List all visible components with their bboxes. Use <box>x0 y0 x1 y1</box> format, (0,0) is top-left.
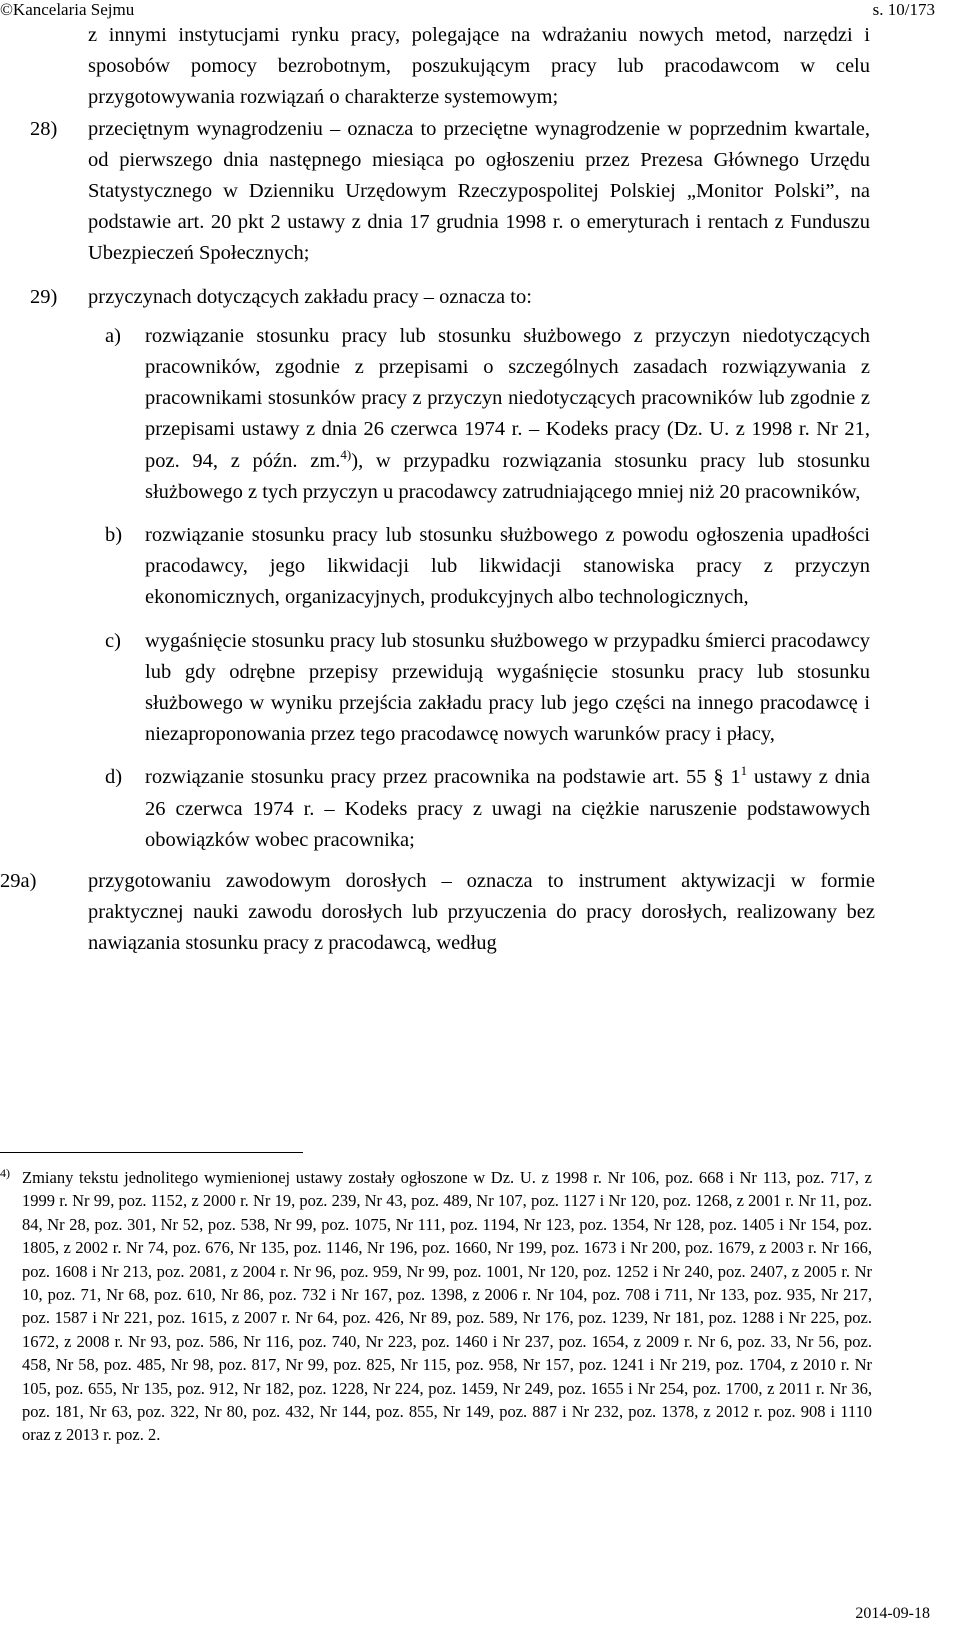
subitem-b-text: rozwiązanie stosunku pracy lub stosunku służbowego z powodu ogłoszenia upadłości pracodawcy, jego likwidacji lub likwidacji stanowiska pracy z przyczyn ekonomicznych, organizacyjnych, produkcyjnych albo technologicznych, <box>145 524 870 609</box>
subitem-a-letter: a) <box>105 324 121 347</box>
subitem-c <box>0 626 960 751</box>
footnote-reference[interactable]: 4) <box>340 446 352 462</box>
subitem-a <box>0 321 960 508</box>
subitem-d-text-1: rozwiązanie stosunku pracy przez pracownika na podstawie art. 55 § 1 <box>145 766 741 789</box>
subitem-c-text: wygaśnięcie stosunku pracy lub stosunku służbowego w przypadku śmierci pracodawcy lub gdy odrębne przepisy przewidują wygaśnięcie stosunku pracy lub stosunku służbowego w wyniku przejścia zakładu pracy lub jego części na innego pracodawcę i niezaproponowania przez tego pracodawcę nowych warunków pracy i płacy, <box>145 629 870 746</box>
footnote-divider <box>0 1152 303 1153</box>
item-29a-number: 29a) <box>0 870 37 893</box>
subitem-d <box>0 762 960 856</box>
subitem-c-letter: c) <box>105 629 121 652</box>
copyright-header: ©Kancelaria Sejmu <box>0 0 135 19</box>
item-29a-text: przygotowaniu zawodowym dorosłych – oznacza to instrument aktywizacji w formie praktycznej nauki zawodu dorosłych lub przyuczenia do pracy dorosłych, realizowany bez nawiązania stosunku pracy z pracodawcą, według <box>88 870 875 955</box>
page-number: s. 10/173 <box>872 0 935 19</box>
item-28-text: przeciętnym wynagrodzeniu – oznacza to przeciętne wynagrodzenie w poprzednim kwartale, od pierwszego dnia następnego miesiąca po ogłoszeniu przez Prezesa Głównego Urzędu Statystycznego w Dzienniku Urzędowym Rzeczypospolitej Polskiej „Monitor Polski”, na podstawie art. 20 pkt 2 ustawy z dnia 17 grudnia 1998 r. o emeryturach i rentach z Funduszu Ubezpieczeń Społecznych; <box>88 117 870 265</box>
subitem-b <box>0 520 960 614</box>
item-29-number: 29) <box>30 285 58 308</box>
document-body <box>0 20 960 960</box>
subitem-d-letter: d) <box>105 766 123 789</box>
item-29a <box>0 866 960 960</box>
item-29-text: przyczynach dotyczących zakładu pracy – oznacza to: <box>88 285 532 308</box>
footnote-text: Zmiany tekstu jednolitego wymienionej ustawy zostały ogłoszone w Dz. U. z 1998 r. Nr 106, poz. 668 i Nr 113, poz. 717, z 1999 r. Nr 99, poz. 1152, z 2000 r. Nr 19, poz. 239, Nr 43, poz. 489, Nr 107, poz. 1127 i Nr 120, poz. 1268, z 2001 r. Nr 11, poz. 84, Nr 28, poz. 301, Nr 52, poz. 538, Nr 99, poz. 1075, Nr 111, poz. 1194, Nr 123, poz. 1354, Nr 128, poz. 1405 i Nr 154, poz. 1805, z 2002 r. Nr 74, poz. 676, Nr 135, poz. 1146, Nr 196, poz. 1660, Nr 199, poz. 1673 i Nr 200, poz. 1679, z 2003 r. Nr 166, poz. 1608 i Nr 213, poz. 2081, z 2004 r. Nr 96, poz. 959, Nr 99, poz. 1001, Nr 120, poz. 1252 i Nr 240, poz. 2407, z 2005 r. Nr 10, poz. 71, Nr 68, poz. 610, Nr 86, poz. 732 i Nr 167, poz. 1398, z 2006 r. Nr 104, poz. 708 i 711, Nr 133, poz. 935, Nr 217, poz. 1587 i Nr 221, poz. 1615, z 2007 r. Nr 64, poz. 426, Nr 89, poz. 589, Nr 176, poz. 1239, Nr 181, poz. 1288 i Nr 225, poz. 1672, z 2008 r. Nr 93, poz. 586, Nr 116, poz. 740, Nr 223, poz. 1460 i Nr 237, poz. 1654, z 2009 r. Nr 6, poz. 33, Nr 56, poz. 458, Nr 58, poz. 485, Nr 98, poz. 817, Nr 99, poz. 825, Nr 115, poz. 958, Nr 157, poz. 1241 i Nr 219, poz. 1704, z 2010 r. Nr 105, poz. 655, Nr 135, poz. 912, Nr 182, poz. 1228, Nr 224, poz. 1459, Nr 249, poz. 1655 i Nr 254, poz. 1700, z 2011 r. Nr 36, poz. 181, Nr 63, poz. 322, Nr 80, poz. 432, Nr 144, poz. 855, Nr 149, poz. 887 i Nr 232, poz. 1378, z 2012 r. poz. 908 i 1110 oraz z 2013 r. poz. 2. <box>22 1168 872 1445</box>
footnote-mark: 4) <box>0 1166 10 1180</box>
item-29 <box>0 282 960 313</box>
item-28 <box>0 114 960 270</box>
subitem-a-text-2: ), w przypadku rozwiązania stosunku pracy lub stosunku służbowego z tych przyczyn u pracodawcy zatrudniającego mniej niż 20 pracowników, <box>145 449 870 503</box>
intro-paragraph: z innymi instytucjami rynku pracy, polegające na wdrażaniu nowych metod, narzędzi i sposobów pomocy bezrobotnym, poszukującym pracy lub pracodawcom w celu przygotowywania rozwiązań o charakterze systemowym; <box>88 24 870 109</box>
footer-date: 2014-09-18 <box>855 1605 930 1622</box>
paragraph-superscript: 1 <box>740 763 748 779</box>
footnote <box>0 1166 872 1447</box>
item-28-number: 28) <box>30 117 58 140</box>
subitem-a-text-1: rozwiązanie stosunku pracy lub stosunku służbowego z przyczyn niedotyczących pracowników, zgodnie z przepisami o szczególnych zasadach rozwiązywania z pracownikami stosunków pracy z przyczyn niedotyczących pracowników lub zgodnie z przepisami ustawy z dnia 26 czerwca 1974 r. – Kodeks pracy (Dz. U. z 1998 r. Nr 21, poz. 94, z późn. zm. <box>145 324 870 472</box>
subitem-d-text-2: ustawy z dnia 26 czerwca 1974 r. – Kodeks pracy z uwagi na ciężkie naruszenie podstawowych obowiązków wobec pracownika; <box>145 766 870 851</box>
subitem-b-letter: b) <box>105 524 123 547</box>
